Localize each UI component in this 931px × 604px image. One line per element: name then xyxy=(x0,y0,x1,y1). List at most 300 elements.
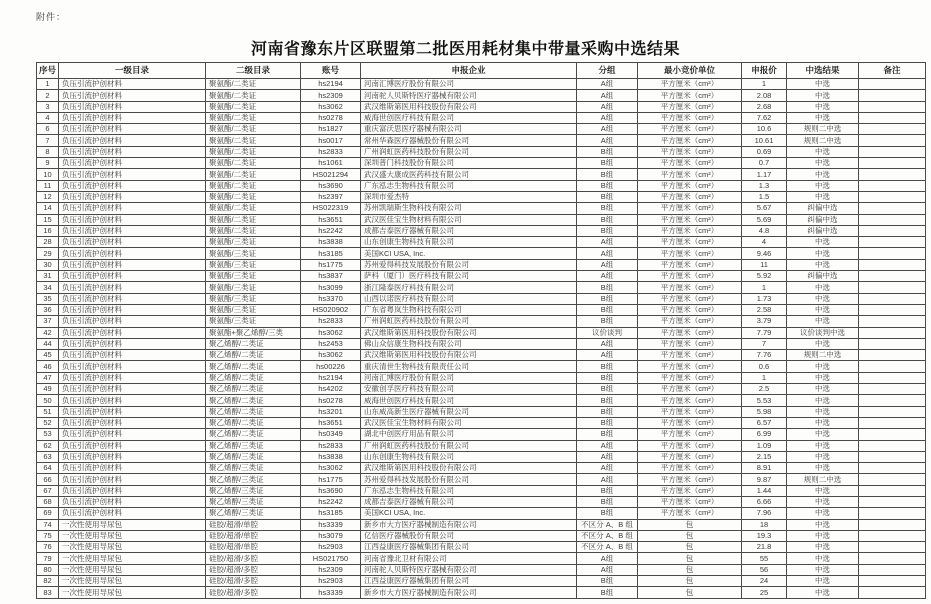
cell-dw: 平方厘米（cm²） xyxy=(638,225,742,236)
cell-bj: 7 xyxy=(742,338,787,349)
cell-jg: 中选 xyxy=(787,429,859,440)
cell-zh: hs2242 xyxy=(301,225,361,236)
cell-xh: 1 xyxy=(37,79,59,90)
cell-ejml: 硅胶/超滑/多腔 xyxy=(206,576,301,587)
cell-jg: 中选 xyxy=(787,259,859,270)
table-row xyxy=(37,327,926,338)
cell-xh: 35 xyxy=(37,293,59,304)
cell-zh: hs3079 xyxy=(301,530,361,541)
cell-ejml: 聚乙烯醇/二类证 xyxy=(206,372,301,383)
column-header-qy: 申报企业 xyxy=(361,63,577,79)
cell-bj: 5.53 xyxy=(742,395,787,406)
cell-zh: HS022319 xyxy=(301,203,361,214)
cell-fz: B组 xyxy=(577,395,638,406)
cell-fz: A组 xyxy=(577,440,638,451)
table-row xyxy=(37,124,926,135)
cell-fz: A组 xyxy=(577,463,638,474)
cell-dw: 包 xyxy=(638,542,742,553)
cell-xh: 37 xyxy=(37,316,59,327)
cell-ejml: 聚乙烯醇/三类证 xyxy=(206,496,301,507)
cell-qy: 新乡市大方医疗器械制造有限公司 xyxy=(361,587,577,598)
cell-yjml: 负压引流护创材料 xyxy=(59,135,206,146)
cell-bz xyxy=(859,519,926,530)
table-row xyxy=(37,225,926,236)
cell-bj: 1.73 xyxy=(742,293,787,304)
cell-bj: 2.08 xyxy=(742,90,787,101)
table-row xyxy=(37,474,926,485)
cell-yjml: 负压引流护创材料 xyxy=(59,338,206,349)
cell-ejml: 聚氨酯/二类证 xyxy=(206,90,301,101)
cell-xh: 68 xyxy=(37,496,59,507)
cell-dw: 包 xyxy=(638,564,742,575)
cell-jg: 中选 xyxy=(787,90,859,101)
column-header-fz: 分组 xyxy=(577,63,638,79)
cell-bz xyxy=(859,271,926,282)
cell-dw: 平方厘米（cm²） xyxy=(638,451,742,462)
cell-yjml: 负压引流护创材料 xyxy=(59,180,206,191)
cell-qy: 武汉维斯第医用科技股份有限公司 xyxy=(361,327,577,338)
table-row xyxy=(37,451,926,462)
cell-zh: hs3062 xyxy=(301,350,361,361)
cell-fz: B组 xyxy=(577,485,638,496)
table-row xyxy=(37,519,926,530)
cell-zh: hs3185 xyxy=(301,508,361,519)
cell-qy: 新乡市大方医疗器械制造有限公司 xyxy=(361,519,577,530)
cell-fz: A组 xyxy=(577,79,638,90)
table-row xyxy=(37,395,926,406)
cell-yjml: 负压引流护创材料 xyxy=(59,282,206,293)
cell-fz: A组 xyxy=(577,135,638,146)
cell-bz xyxy=(859,338,926,349)
cell-qy: 威海世创医疗科技有限公司 xyxy=(361,112,577,123)
table-row xyxy=(37,203,926,214)
cell-zh: hs1827 xyxy=(301,124,361,135)
cell-bz xyxy=(859,406,926,417)
cell-jg: 中选 xyxy=(787,304,859,315)
cell-fz: B组 xyxy=(577,191,638,202)
column-header-zh: 账号 xyxy=(301,63,361,79)
cell-qy: 广东省粤岚生物科技有限公司 xyxy=(361,304,577,315)
cell-qy: 广州润虹医药科技股份有限公司 xyxy=(361,440,577,451)
cell-bz xyxy=(859,384,926,395)
cell-fz: B组 xyxy=(577,293,638,304)
cell-jg: 纠偏中选 xyxy=(787,225,859,236)
cell-yjml: 负压引流护创材料 xyxy=(59,463,206,474)
cell-bj: 9.87 xyxy=(742,474,787,485)
cell-dw: 平方厘米（cm²） xyxy=(638,496,742,507)
cell-xh: 49 xyxy=(37,384,59,395)
cell-fz: B组 xyxy=(577,384,638,395)
cell-fz: B组 xyxy=(577,417,638,428)
cell-bj: 5.98 xyxy=(742,406,787,417)
cell-dw: 平方厘米（cm²） xyxy=(638,338,742,349)
cell-jg: 中选 xyxy=(787,564,859,575)
cell-bj: 11 xyxy=(742,259,787,270)
cell-xh: 69 xyxy=(37,508,59,519)
cell-qy: 萨科（厦门）医疗科技有限公司 xyxy=(361,271,577,282)
cell-dw: 包 xyxy=(638,519,742,530)
table-row xyxy=(37,237,926,248)
cell-jg: 中选 xyxy=(787,282,859,293)
cell-zh: hs2194 xyxy=(301,79,361,90)
cell-yjml: 负压引流护创材料 xyxy=(59,508,206,519)
cell-jg: 中选 xyxy=(787,384,859,395)
cell-qy: 广东泓志生物科技有限公司 xyxy=(361,180,577,191)
cell-fz: A组 xyxy=(577,259,638,270)
cell-yjml: 负压引流护创材料 xyxy=(59,225,206,236)
cell-zh: hs0278 xyxy=(301,395,361,406)
table-row xyxy=(37,338,926,349)
cell-jg: 中选 xyxy=(787,237,859,248)
cell-yjml: 负压引流护创材料 xyxy=(59,417,206,428)
table-row xyxy=(37,146,926,157)
cell-bz xyxy=(859,474,926,485)
cell-zh: hs2903 xyxy=(301,576,361,587)
cell-yjml: 负压引流护创材料 xyxy=(59,451,206,462)
cell-dw: 平方厘米（cm²） xyxy=(638,485,742,496)
cell-ejml: 硅胶/超滑/单腔 xyxy=(206,519,301,530)
table-row xyxy=(37,372,926,383)
cell-qy: 苏州凯瑞斯生物科技有限公司 xyxy=(361,203,577,214)
cell-xh: 79 xyxy=(37,553,59,564)
cell-bj: 1.09 xyxy=(742,440,787,451)
cell-qy: 深圳市爱杰特 xyxy=(361,191,577,202)
table-row xyxy=(37,406,926,417)
table-body xyxy=(37,79,926,599)
table-row xyxy=(37,135,926,146)
cell-jg: 中选 xyxy=(787,158,859,169)
cell-zh: hs0349 xyxy=(301,429,361,440)
cell-ejml: 聚氨酯/三类证 xyxy=(206,282,301,293)
table-row xyxy=(37,564,926,575)
page-title: 河南省豫东片区联盟第二批医用耗材集中带量采购中选结果 xyxy=(250,41,680,58)
cell-jg: 中选 xyxy=(787,440,859,451)
cell-bj: 5.69 xyxy=(742,214,787,225)
table-header xyxy=(37,63,926,79)
cell-yjml: 负压引流护创材料 xyxy=(59,429,206,440)
cell-yjml: 负压引流护创材料 xyxy=(59,304,206,315)
cell-qy: 武汉医佳宝生物材料有限公司 xyxy=(361,214,577,225)
cell-jg: 中选 xyxy=(787,101,859,112)
cell-fz: A组 xyxy=(577,248,638,259)
cell-ejml: 聚氨酯/三类证 xyxy=(206,271,301,282)
cell-xh: 29 xyxy=(37,248,59,259)
cell-dw: 平方厘米（cm²） xyxy=(638,90,742,101)
table-row xyxy=(37,271,926,282)
cell-qy: 山东创康生物科技有限公司 xyxy=(361,451,577,462)
cell-ejml: 聚乙烯醇/二类证 xyxy=(206,429,301,440)
cell-dw: 平方厘米（cm²） xyxy=(638,417,742,428)
table-row xyxy=(37,463,926,474)
cell-ejml: 聚氨酯/二类证 xyxy=(206,124,301,135)
cell-qy: 江西益康医疗器械集团有限公司 xyxy=(361,542,577,553)
cell-zh: hs2903 xyxy=(301,542,361,553)
cell-dw: 包 xyxy=(638,587,742,598)
cell-bz xyxy=(859,304,926,315)
cell-ejml: 聚乙烯醇/二类证 xyxy=(206,384,301,395)
table-row xyxy=(37,101,926,112)
cell-dw: 平方厘米（cm²） xyxy=(638,169,742,180)
cell-zh: HS020902 xyxy=(301,304,361,315)
cell-xh: 4 xyxy=(37,112,59,123)
cell-fz: A组 xyxy=(577,112,638,123)
cell-bj: 9.46 xyxy=(742,248,787,259)
cell-bz xyxy=(859,135,926,146)
cell-bj: 6.99 xyxy=(742,429,787,440)
cell-fz: B组 xyxy=(577,180,638,191)
cell-jg: 中选 xyxy=(787,463,859,474)
cell-xh: 52 xyxy=(37,417,59,428)
cell-jg: 中选 xyxy=(787,451,859,462)
cell-zh: hs3062 xyxy=(301,327,361,338)
cell-zh: hs3690 xyxy=(301,180,361,191)
cell-yjml: 一次性使用导尿包 xyxy=(59,519,206,530)
cell-fz: B组 xyxy=(577,406,638,417)
cell-dw: 平方厘米（cm²） xyxy=(638,271,742,282)
cell-qy: 山东威高新生医疗器械有限公司 xyxy=(361,406,577,417)
cell-xh: 75 xyxy=(37,530,59,541)
cell-bz xyxy=(859,564,926,575)
cell-yjml: 负压引流护创材料 xyxy=(59,293,206,304)
cell-qy: 成都吉泰医疗器械有限公司 xyxy=(361,496,577,507)
cell-bz xyxy=(859,508,926,519)
cell-yjml: 负压引流护创材料 xyxy=(59,158,206,169)
cell-bj: 1.3 xyxy=(742,180,787,191)
table-row xyxy=(37,191,926,202)
cell-ejml: 聚氨酯/三类证 xyxy=(206,248,301,259)
cell-dw: 平方厘米（cm²） xyxy=(638,180,742,191)
cell-xh: 42 xyxy=(37,327,59,338)
cell-bz xyxy=(859,429,926,440)
cell-xh: 10 xyxy=(37,169,59,180)
cell-bj: 7.62 xyxy=(742,112,787,123)
cell-dw: 平方厘米（cm²） xyxy=(638,350,742,361)
column-header-yjml: 一级目录 xyxy=(59,63,206,79)
cell-qy: 苏州爱得科技发展股份有限公司 xyxy=(361,474,577,485)
cell-dw: 平方厘米（cm²） xyxy=(638,112,742,123)
cell-xh: 76 xyxy=(37,542,59,553)
cell-zh: hs2397 xyxy=(301,191,361,202)
cell-dw: 平方厘米（cm²） xyxy=(638,327,742,338)
cell-bz xyxy=(859,576,926,587)
cell-qy: 广东泓志生物科技有限公司 xyxy=(361,485,577,496)
cell-zh: hs3185 xyxy=(301,248,361,259)
cell-xh: 83 xyxy=(37,587,59,598)
cell-bj: 1.44 xyxy=(742,485,787,496)
cell-xh: 53 xyxy=(37,429,59,440)
cell-jg: 中选 xyxy=(787,406,859,417)
cell-ejml: 聚乙烯醇/三类证 xyxy=(206,508,301,519)
cell-zh: hs3838 xyxy=(301,451,361,462)
cell-zh: hs3201 xyxy=(301,406,361,417)
cell-ejml: 聚乙烯醇/三类证 xyxy=(206,474,301,485)
cell-bz xyxy=(859,395,926,406)
cell-fz: A组 xyxy=(577,90,638,101)
cell-bj: 2.58 xyxy=(742,304,787,315)
cell-bj: 6.66 xyxy=(742,496,787,507)
cell-bj: 21.8 xyxy=(742,542,787,553)
cell-jg: 纠偏中选 xyxy=(787,214,859,225)
cell-qy: 山西以诺医疗科技有限公司 xyxy=(361,293,577,304)
cell-fz: B组 xyxy=(577,496,638,507)
cell-xh: 30 xyxy=(37,259,59,270)
cell-qy: 武汉医佳宝生物材料有限公司 xyxy=(361,417,577,428)
cell-bz xyxy=(859,79,926,90)
cell-yjml: 一次性使用导尿包 xyxy=(59,553,206,564)
table-row xyxy=(37,316,926,327)
cell-yjml: 一次性使用导尿包 xyxy=(59,587,206,598)
cell-bj: 25 xyxy=(742,587,787,598)
cell-bz xyxy=(859,485,926,496)
cell-zh: hs2194 xyxy=(301,372,361,383)
cell-qy: 深圳普门科技股份有限公司 xyxy=(361,158,577,169)
cell-xh: 34 xyxy=(37,282,59,293)
cell-fz: 议价谈判 xyxy=(577,327,638,338)
cell-zh: hs3370 xyxy=(301,293,361,304)
cell-ejml: 硅胶/超滑/多腔 xyxy=(206,564,301,575)
table-row xyxy=(37,542,926,553)
cell-xh: 9 xyxy=(37,158,59,169)
cell-yjml: 一次性使用导尿包 xyxy=(59,564,206,575)
cell-yjml: 负压引流护创材料 xyxy=(59,248,206,259)
cell-dw: 平方厘米（cm²） xyxy=(638,124,742,135)
cell-zh: hs2453 xyxy=(301,338,361,349)
cell-bj: 4 xyxy=(742,237,787,248)
cell-bj: 1 xyxy=(742,372,787,383)
cell-qy: 常州华森医疗器械股份有限公司 xyxy=(361,135,577,146)
cell-fz: B组 xyxy=(577,203,638,214)
cell-bz xyxy=(859,101,926,112)
cell-yjml: 一次性使用导尿包 xyxy=(59,530,206,541)
cell-jg: 中选 xyxy=(787,496,859,507)
cell-bz xyxy=(859,587,926,598)
cell-xh: 36 xyxy=(37,304,59,315)
cell-qy: 武汉维斯第医用科技股份有限公司 xyxy=(361,350,577,361)
cell-zh: hs3339 xyxy=(301,519,361,530)
cell-dw: 平方厘米（cm²） xyxy=(638,395,742,406)
cell-jg: 规则二中选 xyxy=(787,474,859,485)
cell-fz: B组 xyxy=(577,225,638,236)
cell-dw: 平方厘米（cm²） xyxy=(638,135,742,146)
cell-qy: 河南汇博医疗股份有限公司 xyxy=(361,79,577,90)
table-row xyxy=(37,384,926,395)
cell-yjml: 负压引流护创材料 xyxy=(59,101,206,112)
cell-zh: hs1775 xyxy=(301,474,361,485)
cell-zh: hs3838 xyxy=(301,237,361,248)
cell-fz: A组 xyxy=(577,474,638,485)
cell-bz xyxy=(859,124,926,135)
cell-qy: 威海世创医疗科技有限公司 xyxy=(361,395,577,406)
cell-qy: 河南驼人贝斯特医疗器械有限公司 xyxy=(361,564,577,575)
cell-qy: 重庆清世生物科技有限责任公司 xyxy=(361,361,577,372)
cell-zh: HS021294 xyxy=(301,169,361,180)
cell-dw: 平方厘米（cm²） xyxy=(638,304,742,315)
cell-xh: 6 xyxy=(37,124,59,135)
cell-ejml: 硅胶/超滑/单腔 xyxy=(206,542,301,553)
cell-qy: 浙江隆泰医疗科技有限公司 xyxy=(361,282,577,293)
cell-bj: 56 xyxy=(742,564,787,575)
cell-bj: 5.67 xyxy=(742,203,787,214)
cell-xh: 64 xyxy=(37,463,59,474)
cell-qy: 河南驼人贝斯特医疗器械有限公司 xyxy=(361,90,577,101)
table-row xyxy=(37,90,926,101)
cell-fz: A组 xyxy=(577,553,638,564)
table-row xyxy=(37,587,926,598)
cell-dw: 平方厘米（cm²） xyxy=(638,191,742,202)
cell-bz xyxy=(859,463,926,474)
cell-bz xyxy=(859,225,926,236)
cell-fz: B组 xyxy=(577,429,638,440)
cell-ejml: 聚氨酯/二类证 xyxy=(206,158,301,169)
cell-qy: 广州润虹医药科技股份有限公司 xyxy=(361,146,577,157)
cell-yjml: 负压引流护创材料 xyxy=(59,237,206,248)
cell-zh: hs1061 xyxy=(301,158,361,169)
cell-xh: 31 xyxy=(37,271,59,282)
cell-jg: 中选 xyxy=(787,576,859,587)
cell-jg: 中选 xyxy=(787,542,859,553)
cell-dw: 包 xyxy=(638,530,742,541)
cell-ejml: 聚乙烯醇/三类证 xyxy=(206,485,301,496)
cell-yjml: 负压引流护创材料 xyxy=(59,384,206,395)
column-header-bz: 备注 xyxy=(859,63,926,79)
cell-bz xyxy=(859,214,926,225)
cell-bz xyxy=(859,169,926,180)
cell-dw: 平方厘米（cm²） xyxy=(638,474,742,485)
cell-fz: A组 xyxy=(577,237,638,248)
cell-jg: 中选 xyxy=(787,180,859,191)
cell-qy: 亿信医疗器械股份有限公司 xyxy=(361,530,577,541)
cell-jg: 中选 xyxy=(787,372,859,383)
cell-bj: 1.17 xyxy=(742,169,787,180)
cell-bz xyxy=(859,158,926,169)
table-row xyxy=(37,79,926,90)
cell-ejml: 聚氨酯/二类证 xyxy=(206,169,301,180)
cell-bz xyxy=(859,237,926,248)
cell-xh: 47 xyxy=(37,372,59,383)
cell-dw: 平方厘米（cm²） xyxy=(638,248,742,259)
cell-ejml: 聚氨酯+聚乙烯醇/三类 xyxy=(206,327,301,338)
cell-bz xyxy=(859,417,926,428)
cell-bj: 10.6 xyxy=(742,124,787,135)
attachment-label: 附件： xyxy=(36,12,67,22)
cell-dw: 平方厘米（cm²） xyxy=(638,372,742,383)
cell-fz: B组 xyxy=(577,316,638,327)
cell-fz: B组 xyxy=(577,158,638,169)
cell-ejml: 硅胶/超滑/多腔 xyxy=(206,553,301,564)
cell-ejml: 聚乙烯醇/三类证 xyxy=(206,440,301,451)
cell-ejml: 聚乙烯醇/二类证 xyxy=(206,361,301,372)
table-row xyxy=(37,576,926,587)
cell-jg: 中选 xyxy=(787,361,859,372)
cell-xh: 2 xyxy=(37,90,59,101)
cell-fz: A组 xyxy=(577,101,638,112)
cell-fz: A组 xyxy=(577,564,638,575)
cell-jg: 中选 xyxy=(787,587,859,598)
table-row xyxy=(37,417,926,428)
cell-bj: 18 xyxy=(742,519,787,530)
cell-ejml: 聚氨酯/二类证 xyxy=(206,203,301,214)
cell-jg: 议价谈判中选 xyxy=(787,327,859,338)
table-row xyxy=(37,259,926,270)
cell-yjml: 负压引流护创材料 xyxy=(59,146,206,157)
cell-xh: 50 xyxy=(37,395,59,406)
cell-qy: 成都吉泰医疗器械有限公司 xyxy=(361,225,577,236)
cell-fz: 不区分 A、B 组 xyxy=(577,519,638,530)
table-row xyxy=(37,293,926,304)
cell-jg: 纠偏中选 xyxy=(787,271,859,282)
cell-bj: 2.5 xyxy=(742,384,787,395)
cell-jg: 中选 xyxy=(787,530,859,541)
